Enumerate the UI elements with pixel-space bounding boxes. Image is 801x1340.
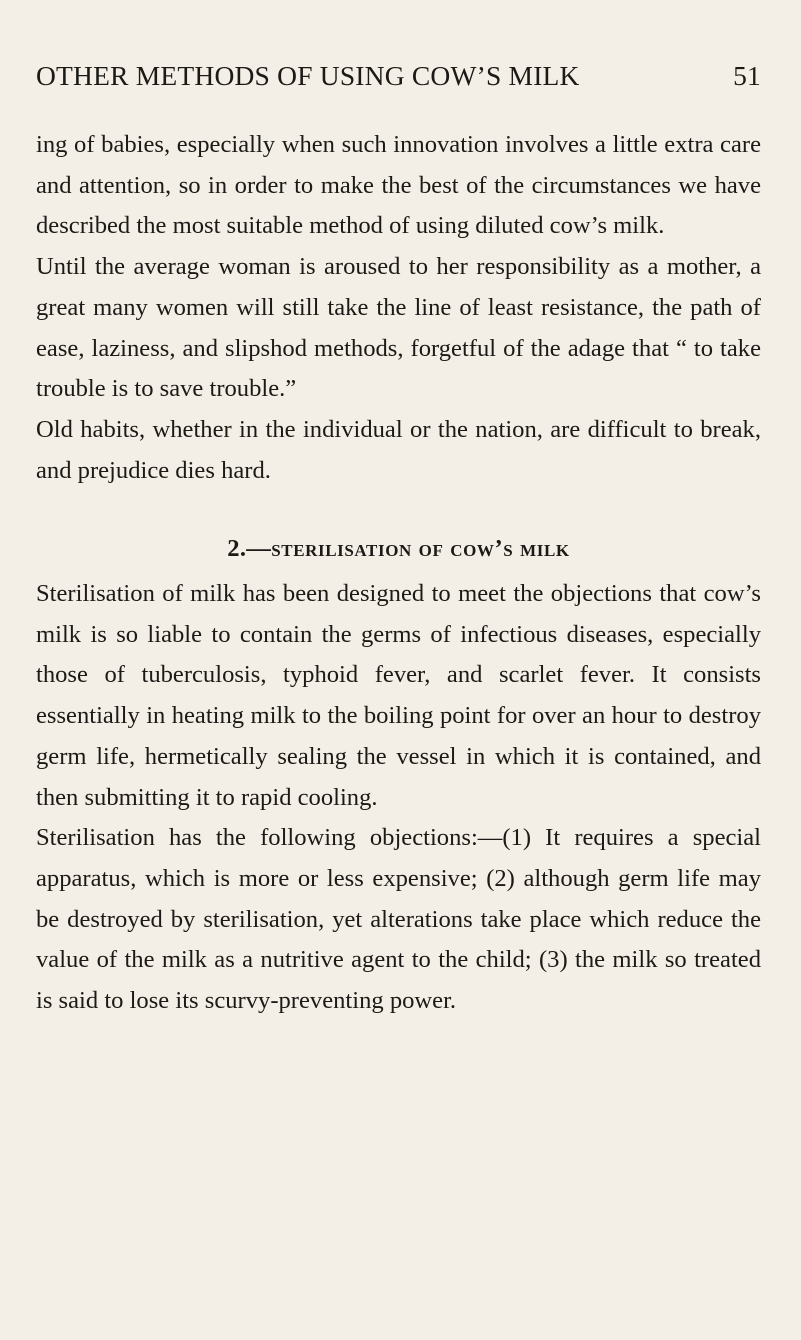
paragraph-sterilisation-purpose: Sterilisation of milk has been designed to meet the objections that cow’s milk is so liable to contain the germs of infectious diseases, especially those of tuberculosis, typhoid fever, and scarlet fever. It consists essentially in heating milk to the boiling point for over an hour to destroy germ life, hermetically sealing the vessel in which it is contained, and then submitting it to rapid cooling.: [36, 580, 761, 811]
body-text: [36, 125, 761, 1022]
page-number: 51: [733, 60, 761, 91]
section-heading: [36, 529, 761, 570]
paragraph-old-habits: Old habits, whether in the individual or the nation, are difficult to break, and prejudice dies hard.: [36, 415, 761, 484]
paragraph-sterilisation-objections: Sterilisation has the following objections:—(1) It requires a special apparatus, which is more or less expensive; (2) although germ life may be destroyed by sterilisation, yet alterations take place which reduce the value of the milk as a nutritive agent to the child; (3) the milk so treated is said to lose its scurvy-preventing power.: [36, 824, 761, 1015]
section-number: 2.—: [227, 535, 272, 563]
running-title: OTHER METHODS OF USING COW’S MILK: [36, 60, 580, 91]
paragraph-continuation: ing of babies, especially when such innovation involves a little extra care and attention, so in order to make the best of the circumstances we have described the most suitable method of using diluted cow’s milk.: [36, 131, 761, 240]
paragraph-responsibility: Until the average woman is aroused to her responsibility as a mother, a great many women will still take the line of least resistance, the path of ease, laziness, and slipshod methods, forgetful of the adage that “ to take trouble is to save trouble.”: [36, 253, 761, 403]
section-title: sterilisation of cow’s milk: [271, 535, 570, 563]
running-head: [36, 60, 761, 100]
